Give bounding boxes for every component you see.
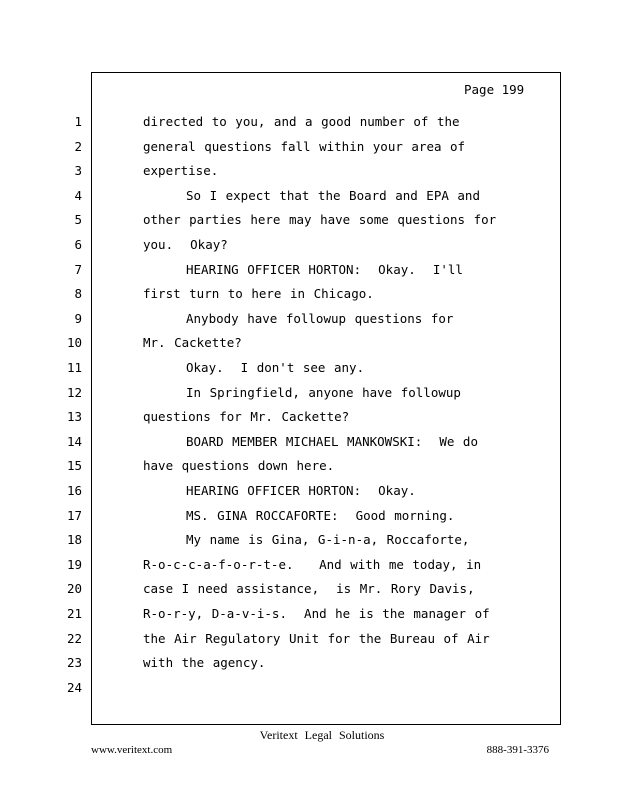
line-text: MS. GINA ROCCAFORTE: Good morning. [186,508,455,523]
line-number: 16 [66,483,82,498]
footer-website: www.veritext.com [91,744,173,756]
line-number: 12 [66,385,82,400]
page-number: Page 199 [464,82,525,97]
line-number: 22 [66,631,82,646]
line-number: 24 [66,680,82,695]
line-text: first turn to here in Chicago. [143,286,374,301]
line-number: 3 [74,163,82,178]
line-number: 19 [66,557,82,572]
line-number: 11 [66,360,82,375]
line-number: 1 [74,114,82,129]
line-text: the Air Regulatory Unit for the Bureau of Air [143,631,490,646]
line-number: 9 [74,311,82,326]
line-number: 18 [66,532,82,547]
line-number: 8 [74,286,82,301]
line-number: 6 [74,237,82,252]
line-number: 20 [66,581,82,596]
line-number: 23 [66,655,82,670]
line-number: 10 [66,335,82,350]
line-text: you. Okay? [143,237,228,252]
line-text: expertise. [143,163,219,178]
line-number: 7 [74,262,82,277]
line-text: directed to you, and a good number of the [143,114,460,129]
line-text: general questions fall within your area of [143,139,466,154]
line-text: Mr. Cackette? [143,335,242,350]
line-number: 15 [66,458,82,473]
line-number: 4 [74,188,82,203]
line-number: 21 [66,606,82,621]
line-text: case I need assistance, is Mr. Rory Davis, [143,581,475,596]
line-text: HEARING OFFICER HORTON: Okay. [186,483,416,498]
line-text: other parties here may have some questions for [143,212,497,227]
line-text: In Springfield, anyone have followup [186,385,461,400]
line-text: have questions down here. [143,458,335,473]
line-number: 17 [66,508,82,523]
line-text: So I expect that the Board and EPA and [186,188,480,203]
line-text: HEARING OFFICER HORTON: Okay. I'll [186,262,463,277]
line-text: with the agency. [143,655,266,670]
footer-phone: 888-391-3376 [486,744,549,756]
line-text: My name is Gina, G-i-n-a, Roccaforte, [186,532,470,547]
line-text: R-o-c-c-a-f-o-r-t-e. And with me today, in [143,557,482,572]
line-number: 2 [74,139,82,154]
line-text: Okay. I don't see any. [186,360,365,375]
line-number: 13 [66,409,82,424]
line-number: 5 [74,212,82,227]
line-text: questions for Mr. Cackette? [143,409,350,424]
line-text: Anybody have followup questions for [186,311,454,326]
line-text: BOARD MEMBER MICHAEL MANKOWSKI: We do [186,434,478,449]
line-number: 14 [66,434,82,449]
footer-company: Veritext Legal Solutions [259,728,385,742]
line-text: R-o-r-y, D-a-v-i-s. And he is the manager of [143,606,490,621]
